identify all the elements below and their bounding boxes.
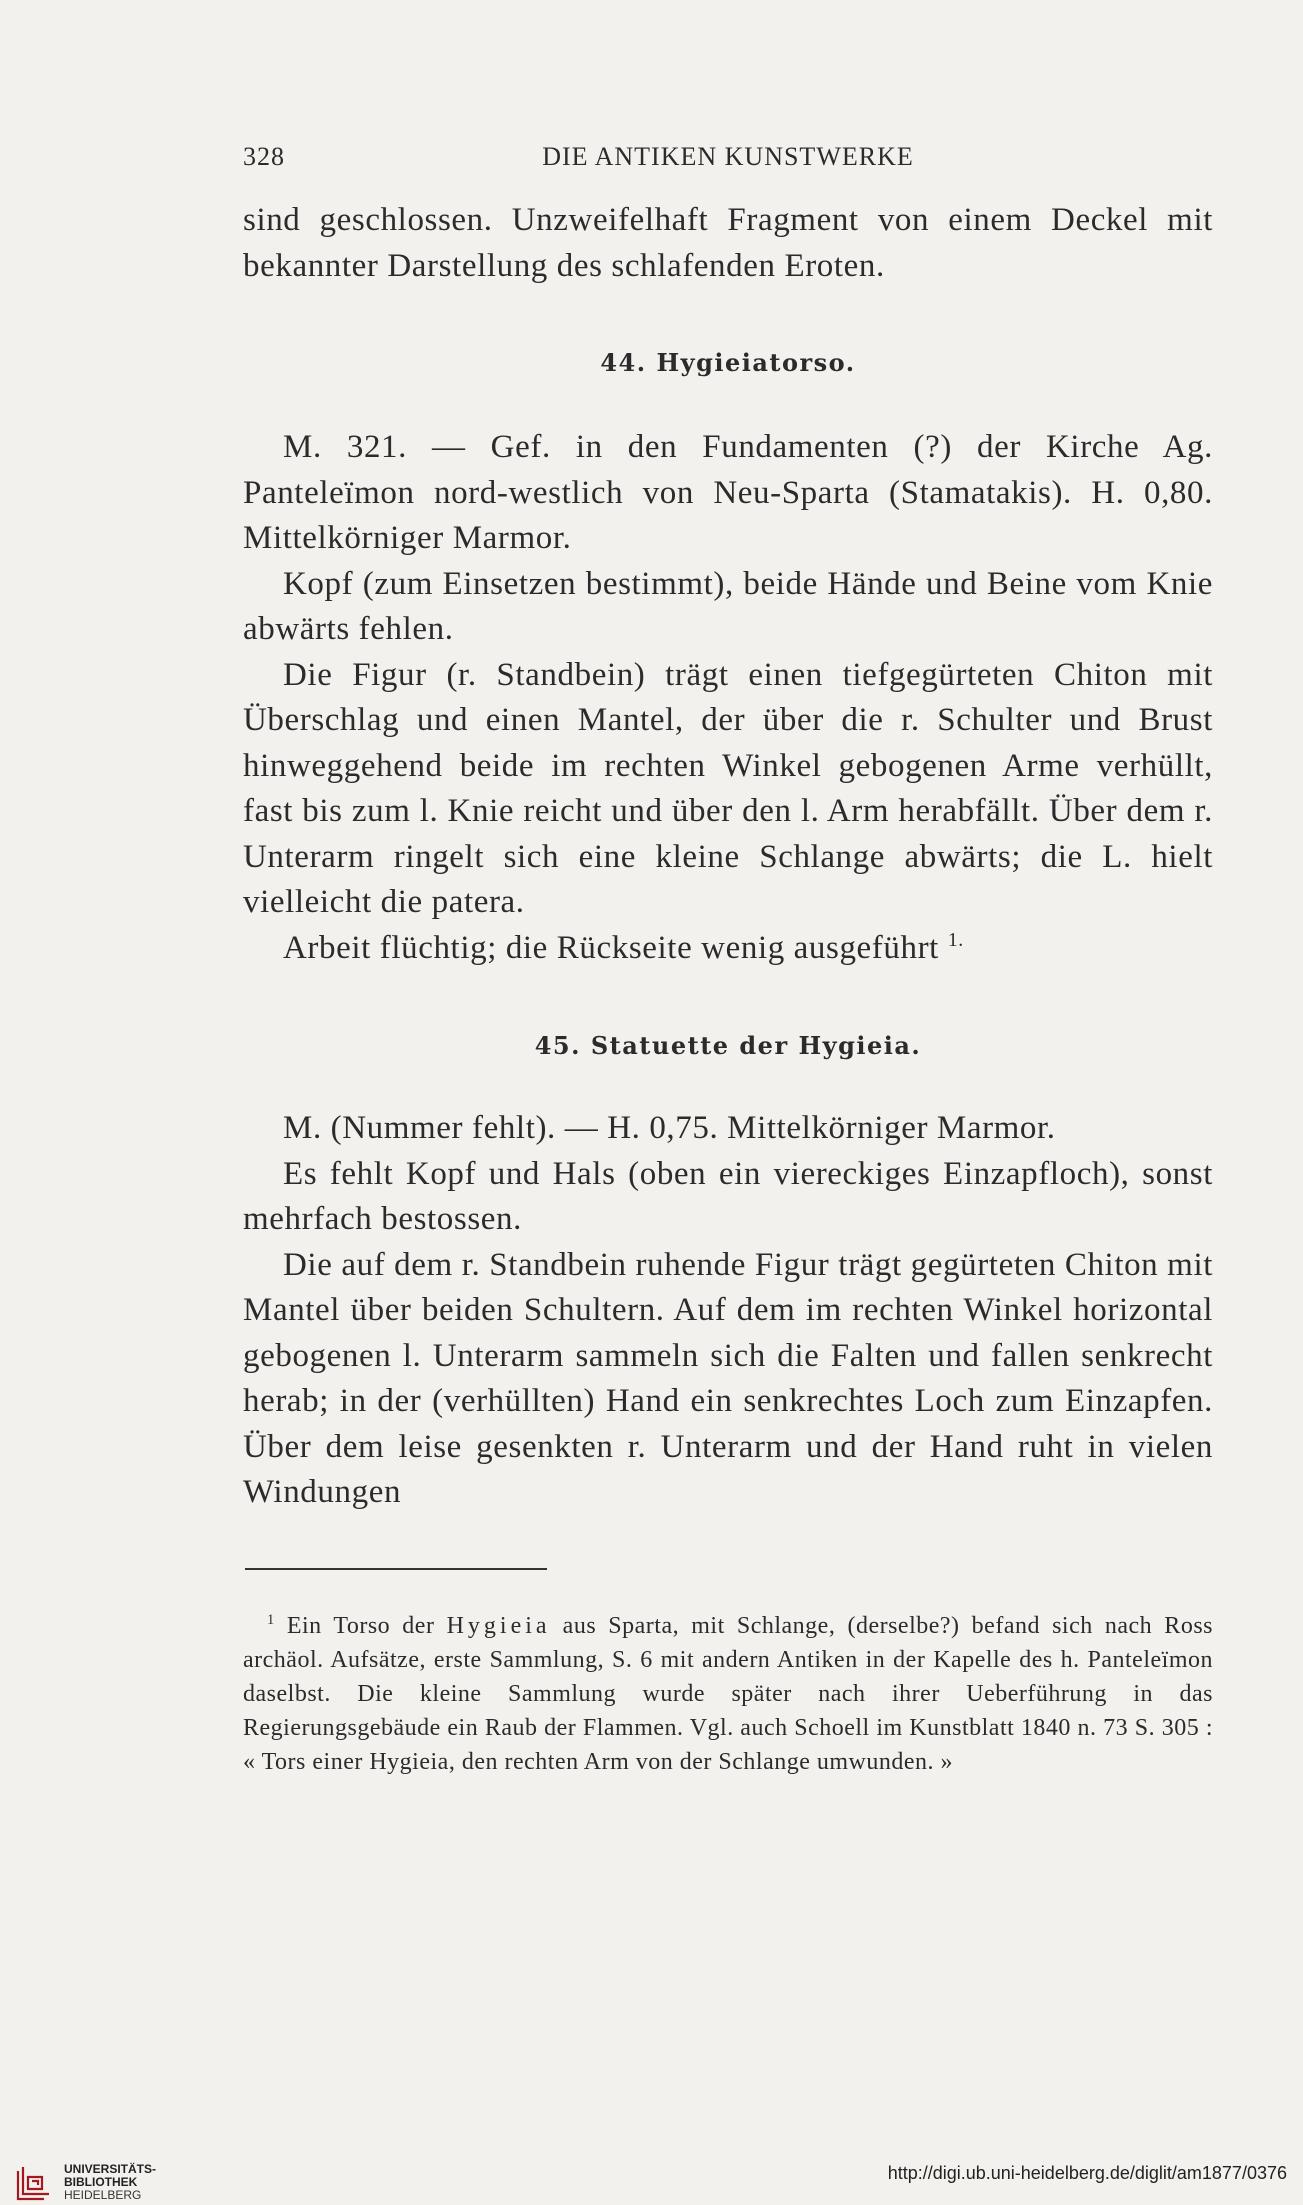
section-44-paragraph-3: Die Figur (r. Standbein) trägt einen tiefgegürteten Chiton mit Überschlag und einen Mantel, der über die r. Schulter und Brust hinweggehend beide im rechten Winkel gebogenen Arme verhüllt, fast bis zum l. Knie reicht und über den l. Arm herabfällt. Über dem r. Unterarm ringelt sich eine kleine Schlange abwärts; die L. hielt vielleicht die patera. bbox=[243, 656, 1213, 920]
intro-text bbox=[243, 198, 1213, 289]
footnote-text-after: aus Sparta, mit Schlange, (derselbe?) befand sich nach Ross archäol. Aufsätze, erste Sammlung, S. 6 mit andern Antiken in der Kapelle des h. Panteleïmon daselbst. Die kleine Sammlung wurde später nach ihrer Ueberführung in das Regierungsgebäude ein Raub der Flammen. Vgl. auch Schoell im Kunstblatt 1840 n. 73 S. 305 : « Tors einer Hygieia, den rechten Arm von der Schlange umwunden. » bbox=[243, 1613, 1213, 1775]
source-url-link[interactable]: http://digi.ub.uni-heidelberg.de/diglit/am1877/0376 bbox=[887, 2163, 1287, 2183]
library-name bbox=[64, 2163, 156, 2202]
section-45-body bbox=[243, 1106, 1213, 1516]
library-name-line-1: UNIVERSITÄTS- bbox=[64, 2162, 157, 2176]
section-44-paragraph-4-text: Arbeit flüchtig; die Rückseite wenig ausgeführt bbox=[283, 929, 939, 966]
running-title: DIE ANTIKEN KUNSTWERKE bbox=[542, 142, 914, 171]
section-44-heading: 44. Hygieiatorso. bbox=[600, 348, 856, 377]
library-logo[interactable] bbox=[14, 2163, 214, 2203]
footnote-number: 1 bbox=[267, 1612, 275, 1628]
footnote-spaced-word: Hygieia bbox=[446, 1613, 551, 1639]
page-header bbox=[243, 142, 1213, 182]
library-name-line-2: BIBLIOTHEK bbox=[64, 2175, 138, 2189]
section-44-body bbox=[243, 425, 1213, 971]
section-44-paragraph-2: Kopf (zum Einsetzen bestimmt), beide Hände und Beine vom Knie abwärts fehlen. bbox=[243, 565, 1213, 647]
intro-paragraph: sind geschlossen. Unzweifelhaft Fragment von einem Deckel mit bekannter Darstellung des schlafenden Eroten. bbox=[243, 202, 1213, 284]
section-45-paragraph-3: Die auf dem r. Standbein ruhende Figur trägt gegürteten Chiton mit Mantel über beiden Schultern. Auf dem im rechten Winkel horizontal gebogenen l. Unterarm sammeln sich die Falten und fallen senkrecht herab; in der (verhüllten) Hand ein senkrechtes Loch zum Einzapfen. Über dem leise gesenkten r. Unterarm und der Hand ruht in vielen Windungen bbox=[243, 1246, 1213, 1510]
page-number: 328 bbox=[243, 142, 285, 171]
footnotes bbox=[243, 1609, 1213, 1779]
library-emblem-icon bbox=[14, 2163, 54, 2203]
section-45-paragraph-2: Es fehlt Kopf und Hals (oben ein viereckiges Einzapfloch), sonst mehrfach bestossen. bbox=[243, 1155, 1213, 1237]
library-name-line-3: HEIDELBERG bbox=[64, 2188, 142, 2202]
section-45-heading: 45. Statuette der Hygieia. bbox=[534, 1031, 922, 1060]
section-45-paragraph-1: M. (Nummer fehlt). — H. 0,75. Mittelkörniger Marmor. bbox=[283, 1110, 1056, 1146]
footnote-1 bbox=[243, 1609, 1213, 1779]
footnote-reference: 1. bbox=[947, 928, 964, 951]
footnote-separator bbox=[245, 1568, 547, 1570]
section-44-paragraph-1: M. 321. — Gef. in den Fundamenten (?) der Kirche Ag. Panteleïmon nord-westlich von Neu-Sparta (Stamatakis). H. 0,80. Mittelkörniger Marmor. bbox=[243, 429, 1213, 556]
footnote-text-before: Ein Torso der bbox=[286, 1613, 435, 1639]
section-44-paragraph-4 bbox=[243, 926, 1213, 972]
